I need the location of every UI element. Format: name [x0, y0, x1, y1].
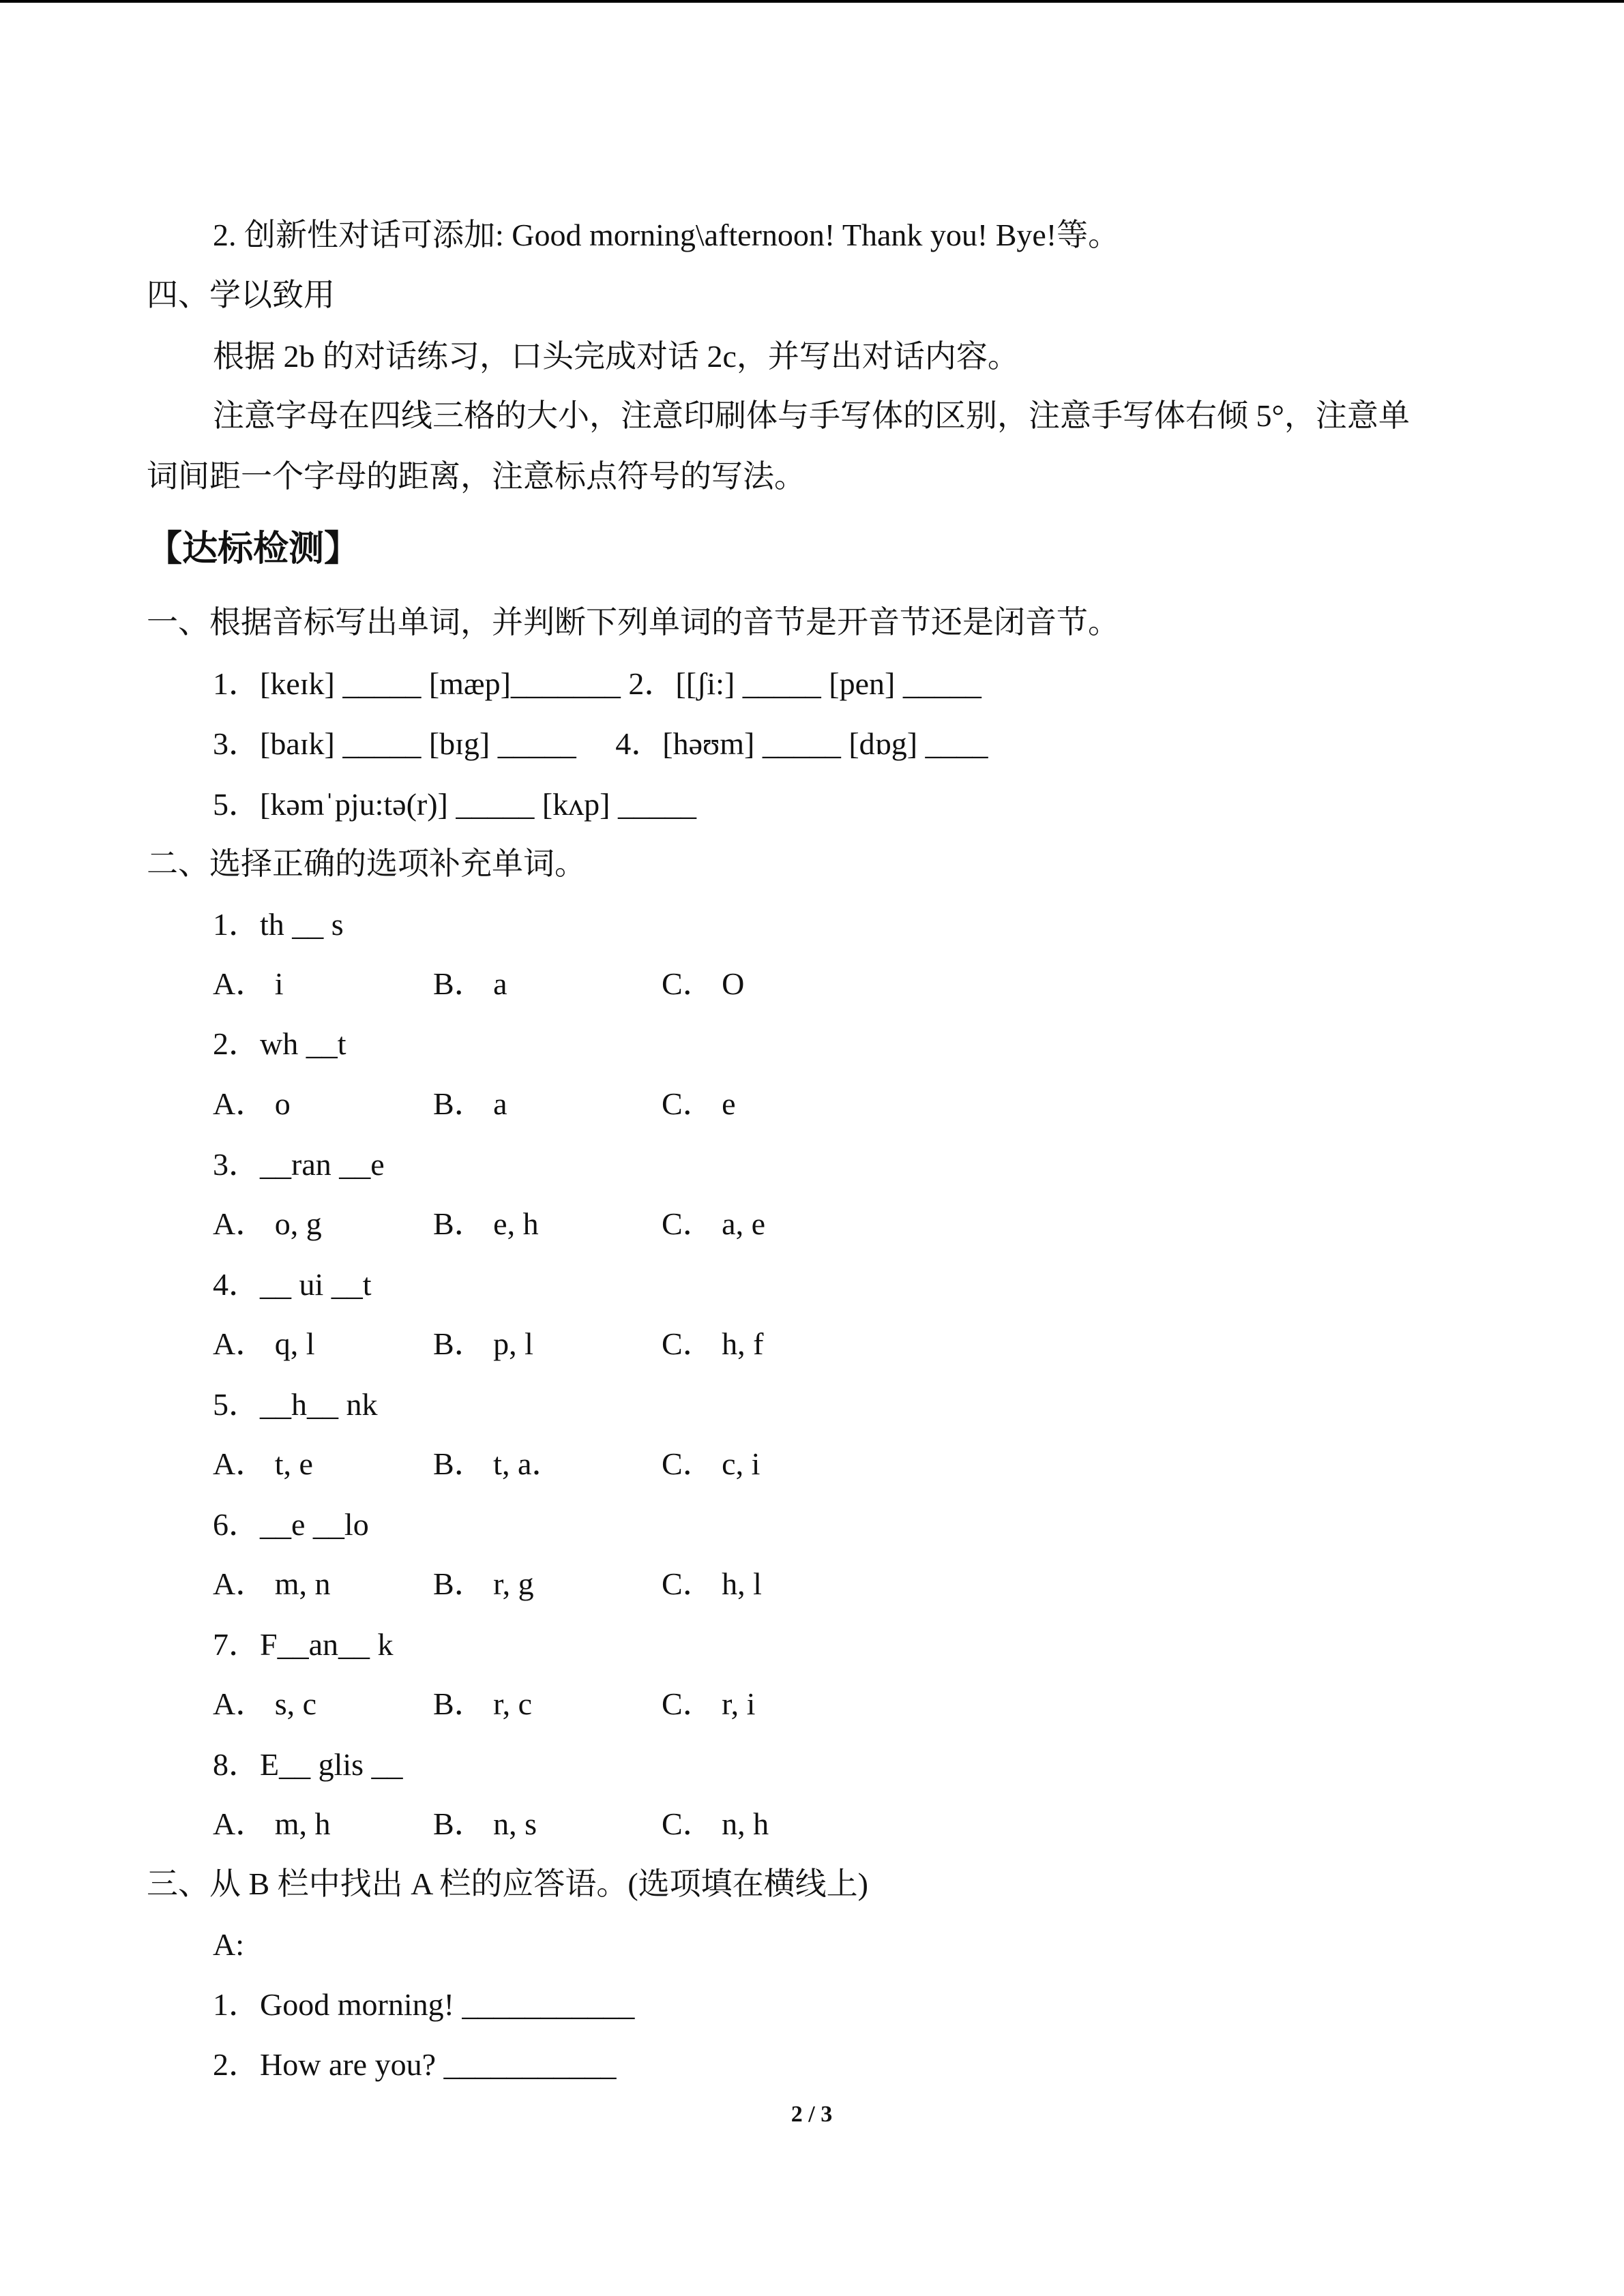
intro-item-2: 2. 创新性对话可添加: Good morning\afternoon! Thank you! Bye!等。 — [213, 218, 1120, 252]
option-a: A． o — [213, 1086, 291, 1121]
test-section-title: 【达标检测】 — [147, 528, 360, 569]
option-b: B． r, c — [433, 1686, 533, 1721]
intro-paragraph-1: 根据 2b 的对话练习，口头完成对话 2c，并写出对话内容。 — [213, 339, 1019, 374]
option-a: A． i — [213, 966, 284, 1001]
option-b: B． n, s — [433, 1806, 537, 1841]
option-c: C． h, f — [662, 1326, 764, 1361]
part1-row-3: 5．[kəmˈpju:tə(r)] _____ [kʌp] _____ — [213, 787, 697, 822]
option-a: A． s, c — [213, 1686, 317, 1721]
option-c: C． r, i — [662, 1686, 756, 1721]
option-b: B． t, a． — [433, 1446, 563, 1481]
option-c: C． e — [662, 1086, 736, 1121]
question-stem: 2．wh __t — [213, 1026, 346, 1061]
option-b: B． r, g — [433, 1566, 534, 1601]
option-a: A． o, g — [213, 1206, 322, 1241]
part2-heading: 二、选择正确的选项补充单词。 — [147, 846, 586, 881]
option-b: B． a — [433, 1086, 507, 1121]
part1-row-2: 3．[baɪk] _____ [bɪg] _____ 4．[həʊm] _____ [dɒg] ____ — [213, 726, 988, 761]
question-stem: 8．E__ glis __ — [213, 1747, 403, 1782]
intro-paragraph-2-line-2: 词间距一个字母的距离，注意标点符号的写法。 — [147, 459, 806, 494]
option-a: A． q, l — [213, 1326, 315, 1361]
option-c: C． c, i — [662, 1446, 761, 1481]
option-b: B． e, h — [433, 1206, 539, 1241]
top-border — [0, 0, 1624, 3]
section-4-heading: 四、学以致用 — [147, 278, 335, 312]
option-a: A． m, n — [213, 1566, 331, 1601]
column-a-label: A: — [213, 1927, 244, 1962]
intro-paragraph-2-line-1: 注意字母在四线三格的大小，注意印刷体与手写体的区别，注意手写体右倾 5°，注意单 — [213, 398, 1410, 433]
option-c: C． h, l — [662, 1566, 762, 1601]
page-number: 2 / 3 — [791, 2102, 833, 2127]
question-stem: 7．F__an__ k — [213, 1627, 394, 1662]
option-a: A． m, h — [213, 1806, 331, 1841]
option-a: A． t, e — [213, 1446, 313, 1481]
option-b: B． p, l — [433, 1326, 533, 1361]
option-c: C． n, h — [662, 1806, 769, 1841]
question-stem: 3．__ran __e — [213, 1147, 385, 1182]
question-stem: 4．__ ui __t — [213, 1267, 372, 1302]
option-b: B． a — [433, 966, 507, 1001]
question-stem: 5．__h__ nk — [213, 1387, 378, 1422]
part1-heading: 一、根据音标写出单词，并判断下列单词的音节是开音节还是闭音节。 — [147, 605, 1119, 640]
part3-heading: 三、从 B 栏中找出 A 栏的应答语。(选项填在横线上) — [147, 1866, 868, 1901]
question-stem: 6．__e __lo — [213, 1507, 369, 1542]
part1-row-1: 1．[keɪk] _____ [mæp]_______ 2．[[ʃi:] _____ [pen] _____ — [213, 666, 981, 701]
option-c: C． a, e — [662, 1206, 766, 1241]
question-stem: 1．th __ s — [213, 907, 344, 942]
part3-item-1: 1．Good morning! ___________ — [213, 1987, 635, 2022]
part3-item-2: 2．How are you? ___________ — [213, 2047, 617, 2082]
option-c: C． O — [662, 966, 745, 1001]
